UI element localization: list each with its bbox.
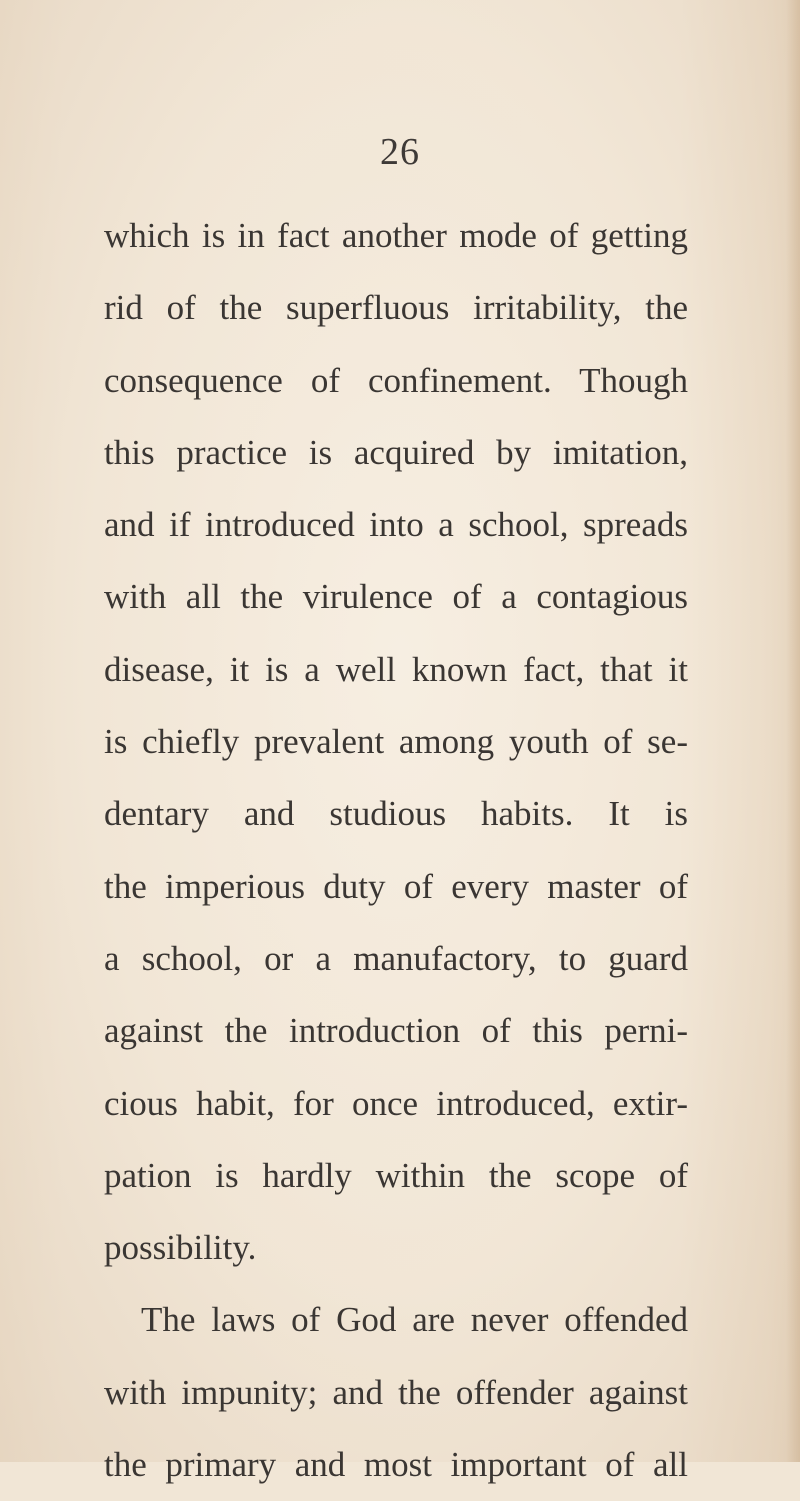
page-number: 26 — [380, 131, 420, 173]
text-line-10: the imperious duty of every master of — [104, 866, 688, 906]
text-line-18: the primary and most important of all — [104, 1445, 688, 1485]
text-line-11: a school, or a manufactory, to guard — [104, 938, 688, 978]
text-line-8: is chiefly prevalent among youth of se- — [104, 722, 688, 762]
text-line-9: dentary and studious habits. It is — [104, 794, 688, 834]
text-line-12: against the introduction of this perni- — [104, 1011, 688, 1051]
text-line-16: The laws of God are never offended — [141, 1300, 688, 1340]
text-line-14: pation is hardly within the scope of — [104, 1155, 688, 1195]
page-text — [104, 200, 688, 1501]
text-line-4: this practice is acquired by imitation, — [104, 432, 688, 472]
text-line-1: which is in fact another mode of getting — [104, 216, 688, 255]
text-line-15: possibility. — [104, 1228, 257, 1268]
text-line-3: consequence of confinement. Though — [104, 360, 688, 400]
text-line-13: cious habit, for once introduced, extir- — [104, 1083, 688, 1123]
text-line-5: and if introduced into a school, spreads — [104, 505, 688, 545]
page-edge-shadow — [786, 0, 800, 1462]
text-line-2: rid of the superfluous irritability, the — [104, 288, 688, 328]
text-line-7: disease, it is a well known fact, that it — [104, 649, 688, 689]
text-line-17: with impunity; and the offender against — [104, 1372, 688, 1412]
text-line-6: with all the virulence of a contagious — [104, 577, 688, 617]
